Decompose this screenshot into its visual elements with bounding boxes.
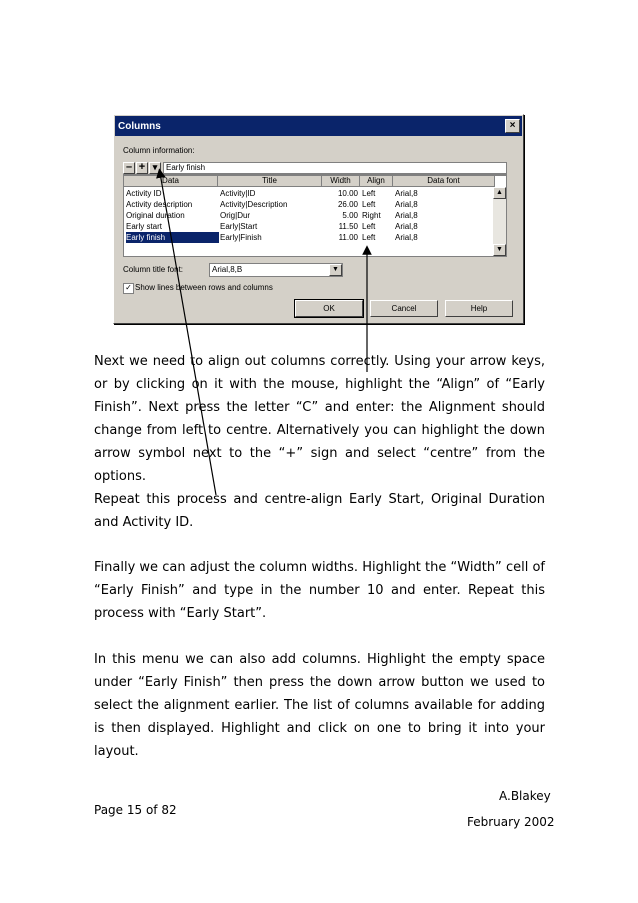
cell-data[interactable]: Early start: [126, 222, 163, 231]
paragraph-add-columns: In this menu we can also add columns. Highlight the empty space under “Early Finish” then press the down arrow button we used to select the alignment earlier. The list of columns available for adding is then displayed. Highlight and click on one to bring it into your layout.: [94, 652, 545, 759]
footer-page-number: Page 15 of 82: [94, 803, 177, 817]
scroll-down-icon[interactable]: ▼: [493, 244, 506, 256]
cell-font[interactable]: Arial,8: [395, 211, 418, 220]
cell-font[interactable]: Arial,8: [395, 200, 418, 209]
remove-column-button[interactable]: –: [123, 162, 135, 174]
cell-title[interactable]: Early|Start: [220, 222, 258, 231]
cell-data[interactable]: Early finish: [126, 232, 219, 243]
cell-width[interactable]: 26.00: [337, 200, 358, 209]
show-lines-label: Show lines between rows and columns: [135, 283, 273, 292]
arrow-to-dropdown: [160, 173, 216, 495]
cell-width[interactable]: 10.00: [337, 189, 358, 198]
paragraph-align: Next we need to align out columns correctly. Using your arrow keys, or by clicking on it with the mouse, highlight the “Align” of “Early Finish”. Next press the letter “C” and enter: the Alignment should change from left to centre. Alternatively you can highlight the down arrow symbol next to the “+” sign and select “centre” from the options.: [94, 354, 545, 484]
add-column-button[interactable]: +: [136, 162, 148, 174]
combo-arrow-icon[interactable]: ▼: [329, 264, 342, 276]
cell-data[interactable]: Activity description: [126, 200, 193, 209]
scroll-up-icon[interactable]: ▲: [493, 187, 506, 199]
footer-date: February 2002: [467, 815, 555, 829]
cell-align[interactable]: Left: [362, 222, 376, 231]
dropdown-arrow-icon[interactable]: ▾: [149, 162, 161, 174]
cell-font[interactable]: Arial,8: [395, 233, 418, 242]
cell-title[interactable]: Early|Finish: [220, 233, 262, 242]
cell-align[interactable]: Left: [362, 200, 376, 209]
cell-align[interactable]: Left: [362, 189, 376, 198]
cell-title[interactable]: Activity|Description: [220, 200, 288, 209]
header-width[interactable]: Width: [322, 176, 360, 187]
dialog-title: Columns: [118, 120, 161, 132]
footer-author: A.Blakey: [499, 789, 551, 803]
cell-width[interactable]: 11.50: [338, 222, 358, 231]
header-title[interactable]: Title: [218, 176, 322, 187]
cell-data[interactable]: Original duration: [126, 211, 185, 220]
help-button[interactable]: Help: [445, 300, 513, 317]
cell-width[interactable]: 11.00: [338, 233, 358, 242]
cell-width[interactable]: 5.00: [342, 211, 358, 220]
header-data-font[interactable]: Data font: [393, 176, 495, 187]
title-font-value: Arial,8,B: [212, 265, 243, 274]
cell-data[interactable]: Activity ID: [126, 189, 162, 198]
header-data[interactable]: Data: [124, 176, 218, 187]
close-icon[interactable]: ×: [505, 119, 520, 133]
cell-font[interactable]: Arial,8: [395, 189, 418, 198]
cell-title[interactable]: Activity|ID: [220, 189, 256, 198]
cell-title[interactable]: Orig|Dur: [220, 211, 251, 220]
cancel-button[interactable]: Cancel: [370, 300, 438, 317]
cell-align[interactable]: Left: [362, 233, 376, 242]
ok-button[interactable]: OK: [295, 300, 363, 317]
header-align[interactable]: Align: [360, 176, 393, 187]
paragraph-widths: Finally we can adjust the column widths. Highlight the “Width” cell of “Early Finish” and type in the number 10 and enter. Repeat this process with “Early Start”.: [94, 560, 545, 621]
title-font-label: Column title font:: [123, 265, 184, 274]
paragraph-repeat: Repeat this process and centre-align Early Start, Original Duration and Activity ID.: [94, 492, 545, 530]
cell-font[interactable]: Arial,8: [395, 222, 418, 231]
cell-align[interactable]: Right: [362, 211, 381, 220]
cell-edit-field[interactable]: Early finish: [163, 162, 507, 174]
show-lines-checkbox[interactable]: ✓: [123, 283, 134, 294]
column-info-label: Column information:: [123, 146, 195, 155]
